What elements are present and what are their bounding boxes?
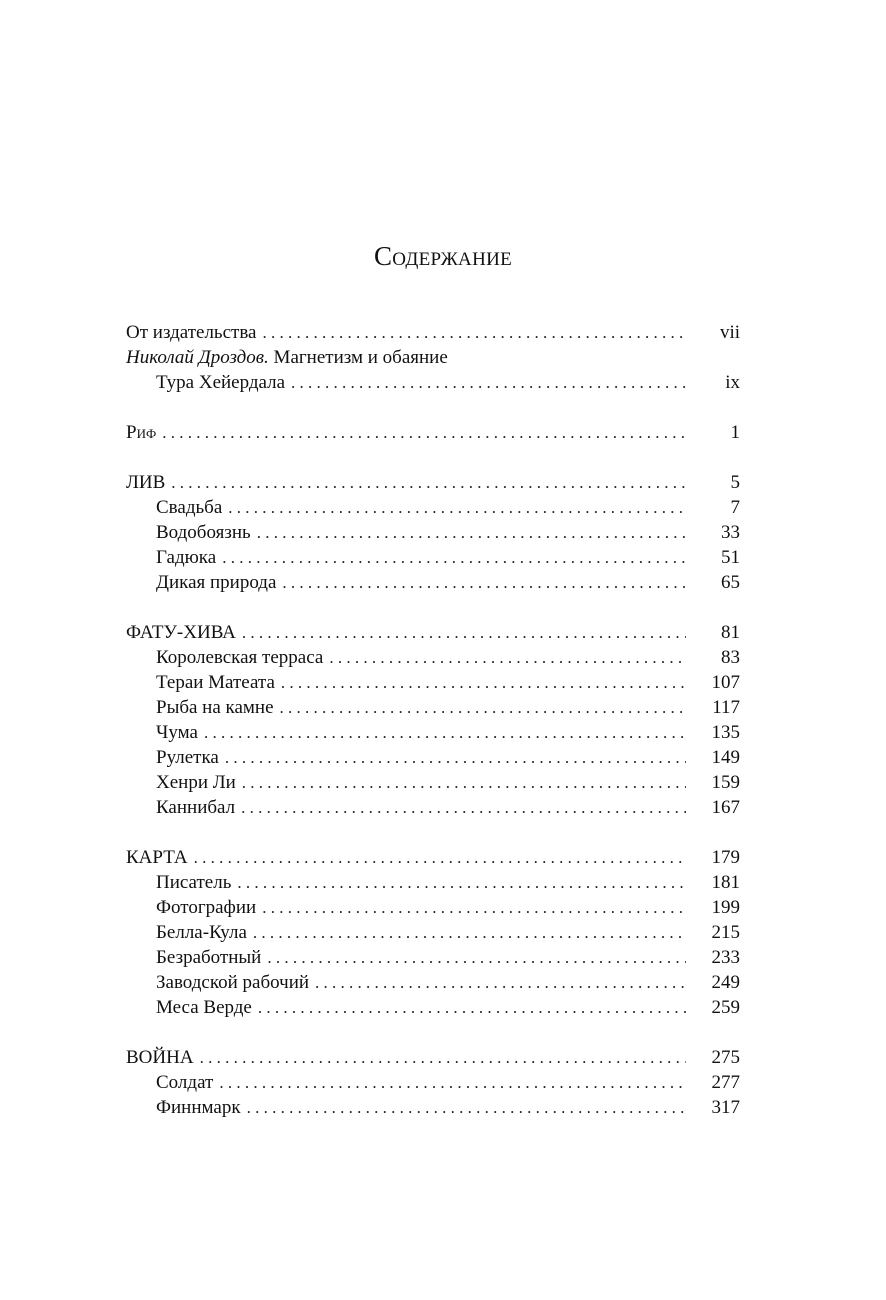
toc-entry-section[interactable]: [126, 620, 740, 645]
toc-entry-label: Каннибал: [156, 795, 241, 820]
section-gap: [126, 445, 740, 470]
section-gap: [126, 1020, 740, 1045]
toc-entry-label: ФАТУ-ХИВА: [126, 620, 242, 645]
dot-leader: [247, 1095, 686, 1120]
section-gap: [126, 395, 740, 420]
toc-entry-label: Чума: [156, 720, 204, 745]
toc-entry-chapter[interactable]: [126, 1070, 740, 1095]
toc-page-number: 275: [711, 1047, 740, 1068]
toc-page-number: vii: [719, 322, 740, 343]
toc-page-number: 233: [711, 947, 740, 968]
toc-entry-chapter[interactable]: [126, 945, 740, 970]
toc-entry-chapter[interactable]: [126, 870, 740, 895]
toc-entry-label: Писатель: [156, 870, 237, 895]
toc-entry-label: Риф: [126, 420, 162, 445]
table-of-contents: [126, 320, 740, 1120]
toc-page-number: 5: [730, 472, 740, 493]
dot-leader: [282, 570, 686, 595]
dot-leader: [263, 320, 687, 345]
toc-entry-chapter[interactable]: [126, 495, 740, 520]
toc-entry-publisher[interactable]: [126, 320, 740, 345]
toc-entry-label: Тура Хейердала: [156, 370, 291, 395]
toc-page-number: 1: [730, 422, 740, 443]
toc-entry-label: Тераи Матеата: [156, 670, 281, 695]
toc-page-number: 135: [711, 722, 740, 743]
dot-leader: [241, 795, 686, 820]
toc-entry-label: Солдат: [156, 1070, 219, 1095]
foreword-author: Николай Дроздов.: [126, 347, 269, 368]
foreword-title: Магнетизм и обаяние: [273, 347, 448, 368]
dot-leader: [258, 995, 686, 1020]
dot-leader: [281, 670, 686, 695]
toc-entry-label: Рулетка: [156, 745, 225, 770]
toc-entry-label: Королевская терраса: [156, 645, 329, 670]
toc-entry-chapter[interactable]: [126, 1095, 740, 1120]
toc-page-number: 33: [721, 522, 740, 543]
toc-entry-section[interactable]: [126, 1045, 740, 1070]
toc-entry-label: Фотографии: [156, 895, 262, 920]
toc-entry-label: Свадьба: [156, 495, 228, 520]
dot-leader: [257, 520, 686, 545]
toc-entry-chapter[interactable]: [126, 545, 740, 570]
dot-leader: [329, 645, 686, 670]
toc-entry-section[interactable]: [126, 420, 740, 445]
toc-entry-label: Дикая природа: [156, 570, 282, 595]
toc-entry-label: Финнмарк: [156, 1095, 247, 1120]
section-gap: [126, 820, 740, 845]
toc-entry-chapter[interactable]: [126, 520, 740, 545]
toc-page-number: 259: [711, 997, 740, 1018]
toc-page-number: 199: [711, 897, 740, 918]
toc-entry-chapter[interactable]: [126, 770, 740, 795]
dot-leader: [242, 620, 686, 645]
toc-entry-label: Водобоязнь: [156, 520, 257, 545]
dot-leader: [228, 495, 686, 520]
toc-entry-chapter[interactable]: [126, 745, 740, 770]
toc-page-number: 215: [711, 922, 740, 943]
toc-page-number: 107: [711, 672, 740, 693]
toc-entry-label: ВОЙНА: [126, 1045, 200, 1070]
section-gap: [126, 595, 740, 620]
dot-leader: [204, 720, 686, 745]
dot-leader: [237, 870, 686, 895]
toc-page-number: 65: [721, 572, 740, 593]
dot-leader: [262, 895, 686, 920]
dot-leader: [253, 920, 686, 945]
toc-entry-chapter[interactable]: [126, 795, 740, 820]
toc-page-number: 159: [711, 772, 740, 793]
toc-entry-chapter[interactable]: [126, 645, 740, 670]
toc-entry-section[interactable]: [126, 845, 740, 870]
toc-entry-chapter[interactable]: [126, 895, 740, 920]
toc-entry-chapter[interactable]: [126, 720, 740, 745]
toc-page-number: 7: [730, 497, 740, 518]
toc-sections: [126, 395, 740, 1120]
toc-entry-label: КАРТА: [126, 845, 194, 870]
dot-leader: [291, 370, 686, 395]
dot-leader: [171, 470, 686, 495]
toc-entry-foreword-line2[interactable]: [126, 370, 740, 395]
dot-leader: [200, 1045, 686, 1070]
toc-page-number: 51: [721, 547, 740, 568]
dot-leader: [194, 845, 686, 870]
toc-entry-label: Заводской рабочий: [156, 970, 315, 995]
toc-page-number: 149: [711, 747, 740, 768]
toc-entry-chapter[interactable]: [126, 670, 740, 695]
toc-entry-label: Хенри Ли: [156, 770, 242, 795]
toc-entry-chapter[interactable]: [126, 995, 740, 1020]
dot-leader: [280, 695, 686, 720]
toc-entry-chapter[interactable]: [126, 695, 740, 720]
toc-entry-foreword-line1[interactable]: [126, 345, 740, 370]
toc-page-number: 167: [711, 797, 740, 818]
toc-page-number: 181: [711, 872, 740, 893]
toc-entry-label: Меса Верде: [156, 995, 258, 1020]
dot-leader: [222, 545, 686, 570]
dot-leader: [242, 770, 686, 795]
toc-entry-label: ЛИВ: [126, 470, 171, 495]
toc-entry-label: Гадюка: [156, 545, 222, 570]
toc-page-number: 83: [721, 647, 740, 668]
toc-entry-label: Рыба на камне: [156, 695, 280, 720]
toc-entry-chapter[interactable]: [126, 570, 740, 595]
toc-entry-label: Белла-Кула: [156, 920, 253, 945]
toc-page-number: ix: [725, 372, 740, 393]
dot-leader: [315, 970, 686, 995]
toc-page-number: 179: [711, 847, 740, 868]
toc-entry-label: Безработный: [156, 945, 267, 970]
toc-entry-chapter[interactable]: [126, 970, 740, 995]
toc-page-number: 317: [711, 1097, 740, 1118]
dot-leader: [225, 745, 686, 770]
toc-entry-label: [126, 345, 448, 370]
toc-entry-chapter[interactable]: [126, 920, 740, 945]
toc-page-number: 249: [711, 972, 740, 993]
page-title: Содержание: [373, 241, 513, 271]
toc-page-number: 117: [712, 697, 740, 718]
dot-leader: [267, 945, 686, 970]
toc-entry-label: От издательства: [126, 320, 263, 345]
toc-entry-section[interactable]: [126, 470, 740, 495]
dot-leader: [162, 420, 686, 445]
toc-page-number: 277: [711, 1072, 740, 1093]
toc-page-number: 81: [721, 622, 740, 643]
dot-leader: [219, 1070, 686, 1095]
